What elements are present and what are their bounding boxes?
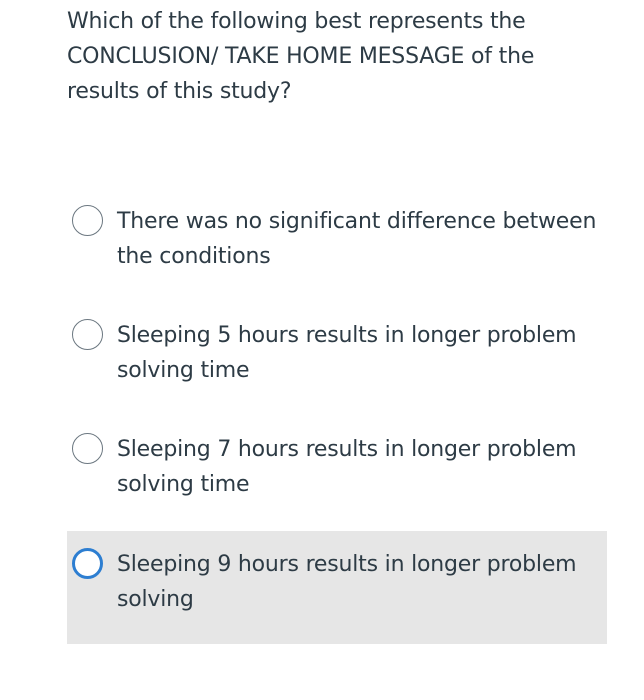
answer-option-no-difference[interactable] xyxy=(67,200,607,280)
radio-button-icon[interactable] xyxy=(72,433,103,464)
radio-button-icon[interactable] xyxy=(72,319,103,350)
question-text: Which of the following best represents the CONCLUSION/ TAKE HOME MESSAGE of the results of this study? xyxy=(67,9,535,104)
answer-label: There was no significant difference between the conditions xyxy=(117,209,597,269)
answer-label: Sleeping 7 hours results in longer problem solving time xyxy=(117,437,577,497)
answer-option-5-hours[interactable] xyxy=(67,314,607,394)
answer-option-9-hours[interactable] xyxy=(67,531,607,644)
answer-label: Sleeping 5 hours results in longer problem solving time xyxy=(117,323,577,383)
answer-label: Sleeping 9 hours results in longer problem solving xyxy=(117,552,577,612)
radio-button-focused-icon[interactable] xyxy=(72,548,103,579)
radio-button-icon[interactable] xyxy=(72,205,103,236)
answer-option-7-hours[interactable] xyxy=(67,428,607,508)
